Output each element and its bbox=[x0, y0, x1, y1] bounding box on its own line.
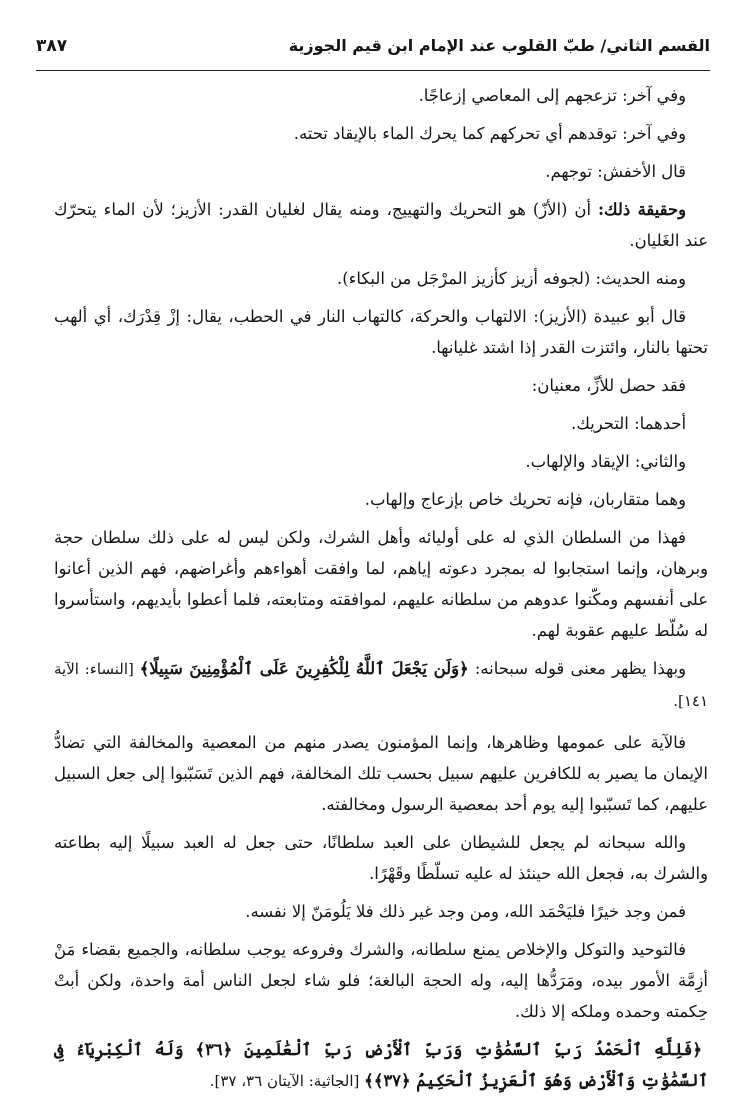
quran-verse: ﴿وَلَن يَجْعَلَ ٱللَّهُ لِلْكَٰفِرِينَ عَلَى ٱلْمُؤْمِنِينَ سَبِيلًا﴾ bbox=[139, 659, 469, 678]
quran-verse: ﴿فَلِلَّهِ ٱلْحَمْدُ رَبِّ ٱلسَّمَٰوَٰتِ وَرَبِّ ٱلْأَرْضِ رَبِّ ٱلْعَٰلَمِينَ ﴿٣٦﴾ وَلَهُ ٱلْكِبْرِيَآءُ فِى ٱلسَّمَٰوَٰتِ وَٱلْأَرْضِ وَهُوَ ٱلْعَزِيزُ ٱلْحَكِيمُ ﴿٣٧﴾﴾ bbox=[54, 1040, 708, 1090]
paragraph: فمن وجد خيرًا فليَحْمَد الله، ومن وجد غير ذلك فلا يَلُومَنّ إلا نفسه. bbox=[245, 902, 686, 921]
paragraph: وحقيقة ذلك: أن (الأزّ) هو التحريك والتهييج، ومنه يقال لغليان القدر: الأزيز؛ لأن الماء يتحرّك عند الغَليان. bbox=[54, 200, 708, 250]
paragraph: وفي آخر: تزعجهم إلى المعاصي إزعاجًا. bbox=[418, 86, 686, 105]
paragraph: والثاني: الإيقاد والإلهاب. bbox=[525, 452, 686, 471]
body-text bbox=[54, 80, 708, 1104]
paragraph: وفي آخر: توقدهم أي تحركهم كما يحرك الماء بالإيقاد تحته. bbox=[293, 124, 686, 143]
verse-reference: [الجاثية: الآيتان ٣٦، ٣٧]. bbox=[209, 1072, 365, 1090]
paragraph: والله سبحانه لم يجعل للشيطان على العبد سلطانًا، حتى جعل له العبد سبيلًا إليه بطاعته والشرك به، فجعل الله حينئذ له عليه تسلّطًا وقَهْرًا. bbox=[54, 833, 708, 883]
paragraph: فهذا من السلطان الذي له على أوليائه وأهل الشرك، ولكن ليس له على ذلك سلطان حجة وبرهان، وإنما استجابوا له بمجرد دعوته إياهم، لما وافقت أهواءهم وأغراضهم، فهم الذين أعانوا على أنفسهم ومكّنوا عدوهم من سلطانه عليهم، لموافقته ومتابعته، فلما أعطوا بأيديهم، واستأسروا له سُلّط عليهم عقوبة لهم. bbox=[54, 528, 708, 640]
paragraph: ومنه الحديث: (لجوفه أزيز كأزيز المرْجَل من البكاء). bbox=[337, 269, 686, 288]
paragraph: فقد حصل للأزِّ، معنيان: bbox=[531, 376, 686, 395]
paragraph: فالتوحيد والتوكل والإخلاص يمنع سلطانه، والشرك وفروعه يوجب سلطانه، والجميع بقضاء مَنْ أزِمَّة الأمور بيده، ومَرَدُّها إليه، وله الحجة البالغة؛ فلو شاء لجعل الناس أمة واحدة، ولكن أبتْ حِكمته وحمده وملكه إلا ذلك. bbox=[54, 940, 708, 1021]
paragraph: وهما متقاربان، فإنه تحريك خاص بإزعاج وإلهاب. bbox=[364, 490, 686, 509]
verse-reference: [النساء: الآية ١٤١]. bbox=[54, 660, 708, 710]
paragraph: أحدهما: التحريك. bbox=[571, 414, 686, 433]
paragraph-lead: وحقيقة ذلك: bbox=[598, 200, 686, 219]
page-header bbox=[36, 30, 710, 71]
paragraph: وبهذا يظهر معنى قوله سبحانه: ﴿وَلَن يَجْعَلَ ٱللَّهُ لِلْكَٰفِرِينَ عَلَى ٱلْمُؤْمِنِينَ سَبِيلًا﴾ [النساء: الآية ١٤١]. bbox=[54, 659, 708, 710]
paragraph: قال أبو عبيدة (الأزيز): الالتهاب والحركة، كالتهاب النار في الحطب، يقال: إزْ قِدْرَك، أي ألهب تحتها بالنار، وائتزت القدر إذا اشتد غليانها. bbox=[54, 307, 708, 357]
running-title: القسم الثاني/ طبّ القلوب عند الإمام ابن قيم الجوزية bbox=[288, 36, 710, 55]
page-number: ٣٨٧ bbox=[36, 36, 68, 56]
paragraph bbox=[54, 1034, 708, 1097]
paragraph: قال الأخفش: توجهم. bbox=[545, 162, 686, 181]
paragraph: فالآية على عمومها وظاهرها، وإنما المؤمنون يصدر منهم من المعصية والمخالفة التي تضادُّ الإيمان ما يصير به للكافرين عليهم سبيل بحسب تلك المخالفة، فهم الذين تَسَبّبوا إلى جعل السبيل عليهم، كما تَسبّبوا إليه يوم أحد بمعصية الرسول ومخالفته. bbox=[54, 733, 708, 814]
